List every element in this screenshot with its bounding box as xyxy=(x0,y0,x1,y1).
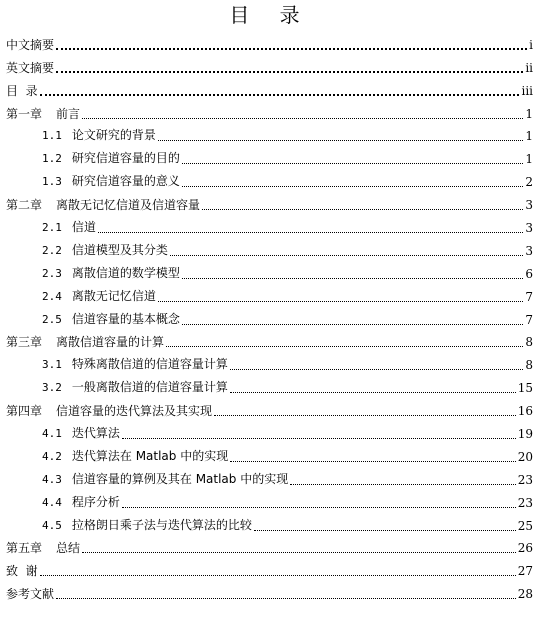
toc-page-number: 3 xyxy=(525,198,533,213)
toc-entry-number: 第五章 xyxy=(6,541,43,556)
dot-leader xyxy=(202,208,523,210)
toc-page-number: 27 xyxy=(517,564,533,579)
toc-page-number: 6 xyxy=(525,266,533,281)
toc-page-number: 25 xyxy=(517,518,533,533)
dot-leader xyxy=(158,139,523,141)
toc-entry-label xyxy=(42,380,228,397)
toc-entry-text: 离散无记忆信道及信道容量 xyxy=(56,198,201,213)
toc-entry-section-4-3[interactable] xyxy=(0,466,541,489)
dot-leader xyxy=(98,231,523,233)
dot-leader xyxy=(82,117,523,119)
toc-entry-text: 信道容量的算例及其在 Matlab 中的实现 xyxy=(71,471,289,486)
toc-entry-chapter-4[interactable] xyxy=(0,397,541,420)
toc-entry-chapter-2[interactable] xyxy=(0,191,541,214)
dot-leader xyxy=(230,391,516,393)
toc-entry-label xyxy=(42,266,180,283)
toc-entry-number: 1.1 xyxy=(42,129,62,143)
toc-entry-section-2-2[interactable] xyxy=(0,237,541,260)
toc-entry-chapter-3[interactable] xyxy=(0,329,541,352)
toc-entry-text: 离散信道的数学模型 xyxy=(71,265,180,280)
toc-entry-label xyxy=(6,38,54,54)
toc-page-number: 20 xyxy=(517,449,533,464)
toc-entry-text: 目 录 xyxy=(6,83,38,98)
toc-entry-label xyxy=(6,564,38,580)
toc-entry-section-2-1[interactable] xyxy=(0,214,541,237)
toc-page-number: i xyxy=(529,37,533,52)
toc-page-number: 7 xyxy=(525,289,533,304)
toc-entry-text: 拉格朗日乘子法与迭代算法的比较 xyxy=(71,517,252,532)
toc-entry-number: 2.1 xyxy=(42,221,62,235)
toc-entry-number: 4.5 xyxy=(42,518,62,532)
toc-entry-label xyxy=(42,495,120,512)
toc-entry-section-2-4[interactable] xyxy=(0,283,541,306)
toc-page-number: 3 xyxy=(525,221,533,236)
dot-leader xyxy=(56,47,527,50)
toc-entry-number: 2.2 xyxy=(42,243,62,257)
toc-entry-text: 信道模型及其分类 xyxy=(71,242,168,257)
toc-entry-chinese-abstract[interactable] xyxy=(0,31,541,54)
toc-entry-acknowledgements[interactable] xyxy=(0,557,541,580)
dot-leader xyxy=(230,460,515,462)
toc-entry-number: 第二章 xyxy=(6,198,43,213)
toc-entry-number: 1.2 xyxy=(42,152,62,166)
toc-entry-text: 程序分析 xyxy=(71,494,120,509)
toc-entry-text: 论文研究的背景 xyxy=(71,128,156,143)
toc-entry-text: 离散无记忆信道 xyxy=(71,288,156,303)
toc-page-number: 28 xyxy=(517,587,533,602)
toc-page-number: 1 xyxy=(525,106,533,121)
toc-entry-text: 离散信道容量的计算 xyxy=(56,335,165,350)
page-title: 目 录 xyxy=(229,3,312,27)
dot-leader xyxy=(122,506,516,508)
toc-entry-text: 致 谢 xyxy=(6,564,38,579)
toc-entry-label xyxy=(42,151,180,168)
toc-page-number: 3 xyxy=(525,243,533,258)
toc-entry-text: 总结 xyxy=(56,541,81,556)
toc-entry-section-2-5[interactable] xyxy=(0,306,541,329)
toc-entry-chapter-1[interactable] xyxy=(0,100,541,123)
toc-entry-label xyxy=(6,198,200,214)
toc-page-number: 15 xyxy=(517,381,533,396)
toc-entry-number: 2.3 xyxy=(42,266,62,280)
toc-entry-label xyxy=(6,404,212,420)
toc-page-number: 16 xyxy=(517,404,533,419)
toc-entry-section-2-3[interactable] xyxy=(0,260,541,283)
toc-page-number: 23 xyxy=(517,495,533,510)
toc-entry-number: 4.4 xyxy=(42,495,62,509)
toc-page-number: 19 xyxy=(517,427,533,442)
toc-entry-label xyxy=(6,61,54,77)
toc-entry-label xyxy=(6,587,54,603)
toc-entry-section-4-5[interactable] xyxy=(0,512,541,535)
dot-leader xyxy=(40,93,520,96)
toc-entry-references[interactable] xyxy=(0,580,541,603)
dot-leader xyxy=(56,597,516,599)
toc-entry-text: 研究信道容量的意义 xyxy=(71,174,180,189)
toc-entry-section-1-1[interactable] xyxy=(0,123,541,146)
toc-entry-text: 信道容量的基本概念 xyxy=(71,311,180,326)
toc-entry-number: 2.4 xyxy=(42,289,62,303)
toc-entry-number: 2.5 xyxy=(42,312,62,326)
toc-entry-english-abstract[interactable] xyxy=(0,54,541,77)
toc-page-number: 26 xyxy=(517,541,533,556)
dot-leader xyxy=(182,277,523,279)
toc-entry-label xyxy=(42,472,288,489)
dot-leader xyxy=(56,70,523,73)
toc-entry-text: 信道 xyxy=(71,220,96,235)
dot-leader xyxy=(40,574,516,576)
toc-page-number: 1 xyxy=(525,129,533,144)
toc-entry-section-4-2[interactable] xyxy=(0,443,541,466)
toc-entry-number: 4.3 xyxy=(42,472,62,486)
toc-entry-section-3-1[interactable] xyxy=(0,351,541,374)
toc-entry-label xyxy=(42,220,96,237)
toc-entry-text: 一般离散信道的信道容量计算 xyxy=(71,380,228,395)
toc-entry-label xyxy=(42,243,168,260)
toc-entry-label xyxy=(42,518,252,535)
dot-leader xyxy=(82,551,516,553)
toc-entry-text: 特殊离散信道的信道容量计算 xyxy=(71,357,228,372)
toc-entry-label xyxy=(42,128,156,145)
dot-leader xyxy=(214,414,516,416)
toc-page-number: iii xyxy=(521,83,533,98)
toc-entry-text: 前言 xyxy=(56,106,81,121)
toc-entry-chapter-5[interactable] xyxy=(0,535,541,558)
dot-leader xyxy=(182,185,523,187)
toc-entry-label xyxy=(42,312,180,329)
toc-entry-text: 中文摘要 xyxy=(6,37,55,52)
toc-entry-text: 迭代算法在 Matlab 中的实现 xyxy=(71,448,229,463)
toc-entry-label xyxy=(6,84,38,100)
toc-entry-label xyxy=(42,357,228,374)
toc-page-number: ii xyxy=(525,60,533,75)
dot-leader xyxy=(290,483,515,485)
toc-entry-contents[interactable] xyxy=(0,77,541,100)
toc-entry-text: 英文摘要 xyxy=(6,60,55,75)
toc-entry-text: 信道容量的迭代算法及其实现 xyxy=(56,404,213,419)
toc-entry-number: 1.3 xyxy=(42,175,62,189)
toc-entry-label xyxy=(42,289,156,306)
toc-entry-number: 4.1 xyxy=(42,427,62,441)
toc-entry-section-4-1[interactable] xyxy=(0,420,541,443)
toc-page-number: 7 xyxy=(525,312,533,327)
toc-entry-section-1-3[interactable] xyxy=(0,168,541,191)
toc-page-number: 8 xyxy=(525,358,533,373)
toc-page-number: 8 xyxy=(525,335,533,350)
toc-entry-number: 第四章 xyxy=(6,404,43,419)
toc-entry-section-1-2[interactable] xyxy=(0,145,541,168)
toc-entry-number: 3.2 xyxy=(42,381,62,395)
toc-entry-section-3-2[interactable] xyxy=(0,374,541,397)
toc-entry-label xyxy=(42,174,180,191)
toc-entry-number: 3.1 xyxy=(42,358,62,372)
toc-entry-label xyxy=(42,426,120,443)
dot-leader xyxy=(170,254,523,256)
toc-entry-number: 第一章 xyxy=(6,106,43,121)
toc-entry-number: 4.2 xyxy=(42,449,62,463)
toc-entry-section-4-4[interactable] xyxy=(0,489,541,512)
toc-entry-text: 参考文献 xyxy=(6,587,55,602)
toc-entry-label xyxy=(42,449,228,466)
toc-entry-label xyxy=(6,541,80,557)
dot-leader xyxy=(182,323,523,325)
dot-leader xyxy=(158,300,523,302)
toc-entry-text: 研究信道容量的目的 xyxy=(71,151,180,166)
table-of-contents xyxy=(0,31,541,603)
dot-leader xyxy=(230,368,523,370)
toc-page-number: 1 xyxy=(525,152,533,167)
toc-page-number: 23 xyxy=(517,472,533,487)
toc-entry-label xyxy=(6,335,164,351)
dot-leader xyxy=(166,345,523,347)
toc-entry-text: 迭代算法 xyxy=(71,426,120,441)
dot-leader xyxy=(254,529,516,531)
toc-entry-label xyxy=(6,107,80,123)
toc-page-number: 2 xyxy=(525,175,533,190)
dot-leader xyxy=(122,437,516,439)
dot-leader xyxy=(182,162,523,164)
toc-entry-number: 第三章 xyxy=(6,335,43,350)
